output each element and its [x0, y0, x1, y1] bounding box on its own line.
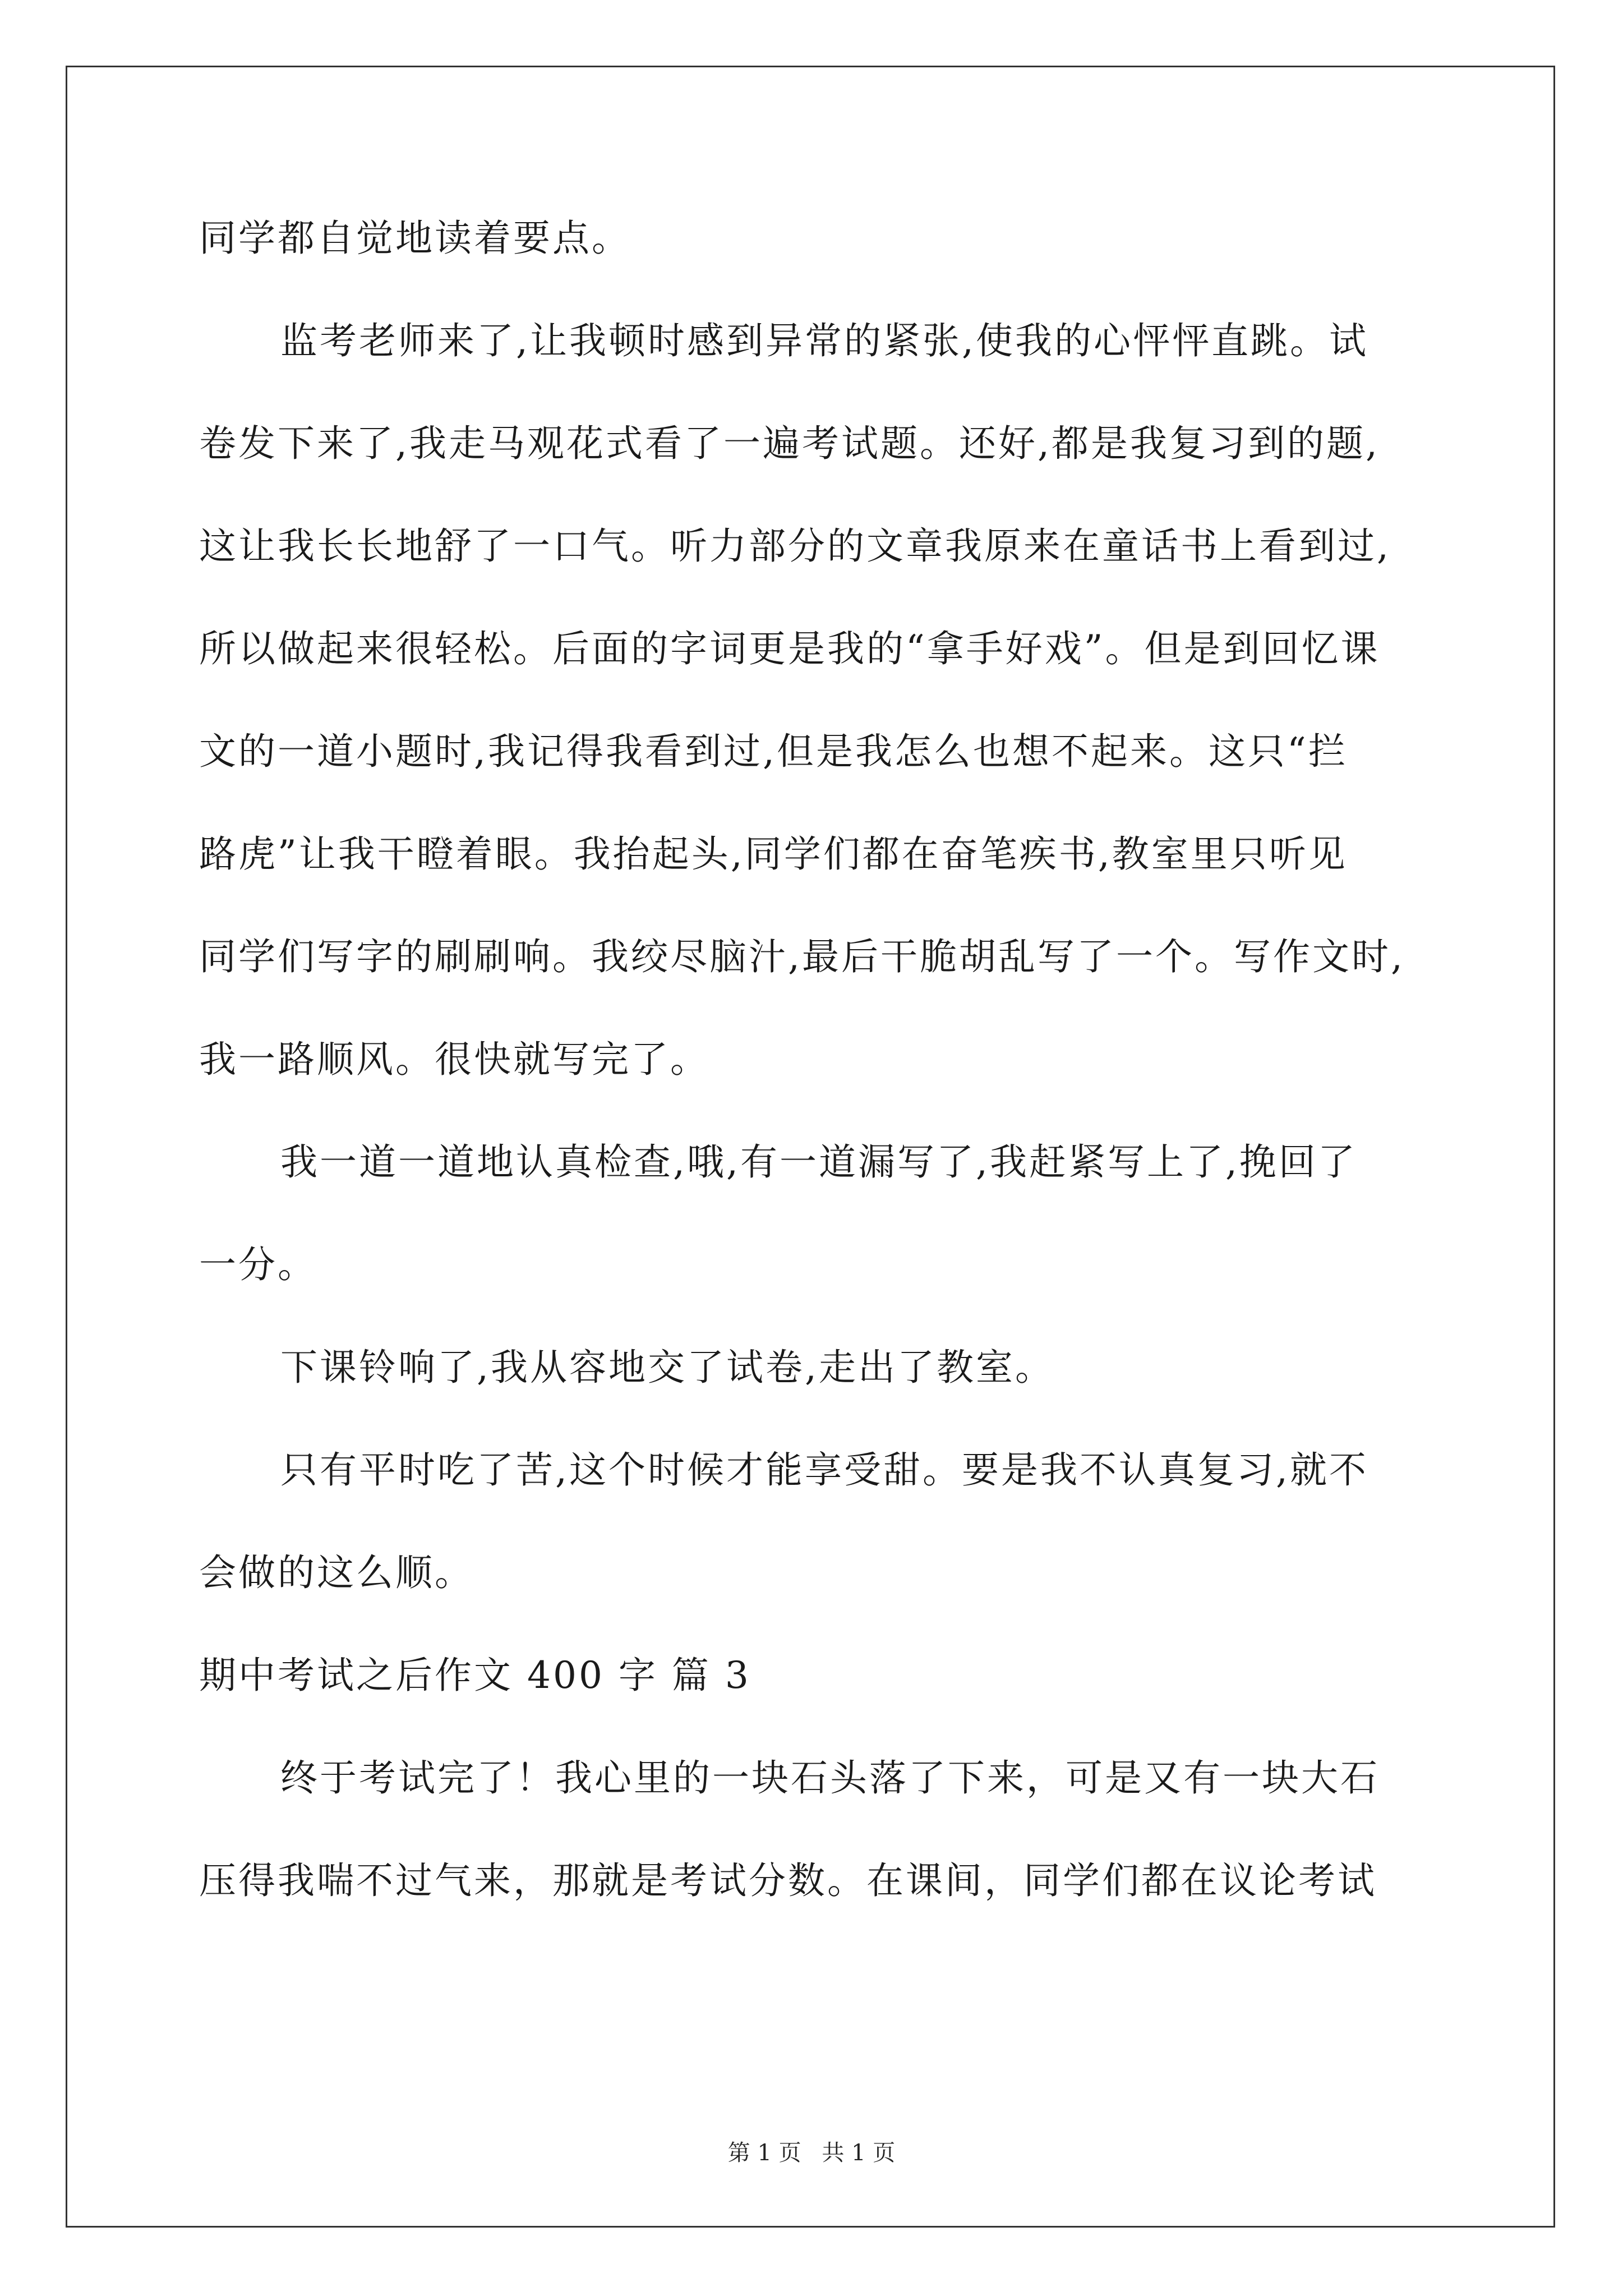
text-line: 下课铃响了,我从容地交了试卷,走出了教室。: [280, 1346, 1054, 1389]
page-footer: [0, 2136, 1623, 2170]
text-line: 压得我喘不过气来，那就是考试分数。在课间，同学们都在议论考试: [199, 1859, 1377, 1902]
page-number: 第 1 页: [727, 2140, 801, 2166]
text-line: 所以做起来很轻松。后面的字词更是我的“拿手好戏”。但是到回忆课: [199, 627, 1380, 670]
text-line: 同学们写字的刷刷响。我绞尽脑汁,最后干脆胡乱写了一个。写作文时,: [199, 935, 1405, 978]
text-line: 路虎”让我干瞪着眼。我抬起头,同学们都在奋笔疾书,教室里只听见: [199, 832, 1348, 876]
text-line: 我一道一道地认真检查,哦,有一道漏写了,我赶紧写上了,挽回了: [280, 1140, 1357, 1184]
section-heading: 期中考试之后作文 400 字 篇 3: [199, 1654, 751, 1697]
text-line: 会做的这么顺。: [199, 1551, 474, 1594]
text-line: 只有平时吃了苦,这个时候才能享受甜。要是我不认真复习,就不: [280, 1448, 1368, 1492]
text-line: 卷发下来了,我走马观花式看了一遍考试题。还好,都是我复习到的题,: [199, 422, 1380, 465]
text-line: 终于考试完了！我心里的一块石头落了下来，可是又有一块大石: [280, 1756, 1380, 1800]
page-total: 共 1 页: [822, 2140, 896, 2166]
text-line: 同学都自觉地读着要点。: [199, 217, 631, 260]
text-line: 一分。: [199, 1243, 317, 1286]
text-line: 这让我长长地舒了一口气。听力部分的文章我原来在童话书上看到过,: [199, 524, 1391, 568]
text-line: 我一路顺风。很快就写完了。: [199, 1038, 709, 1081]
text-line: 监考老师来了,让我顿时感到异常的紧张,使我的心怦怦直跳。试: [280, 319, 1368, 362]
text-line: 文的一道小题时,我记得我看到过,但是我怎么也想不起来。这只“拦: [199, 730, 1348, 773]
